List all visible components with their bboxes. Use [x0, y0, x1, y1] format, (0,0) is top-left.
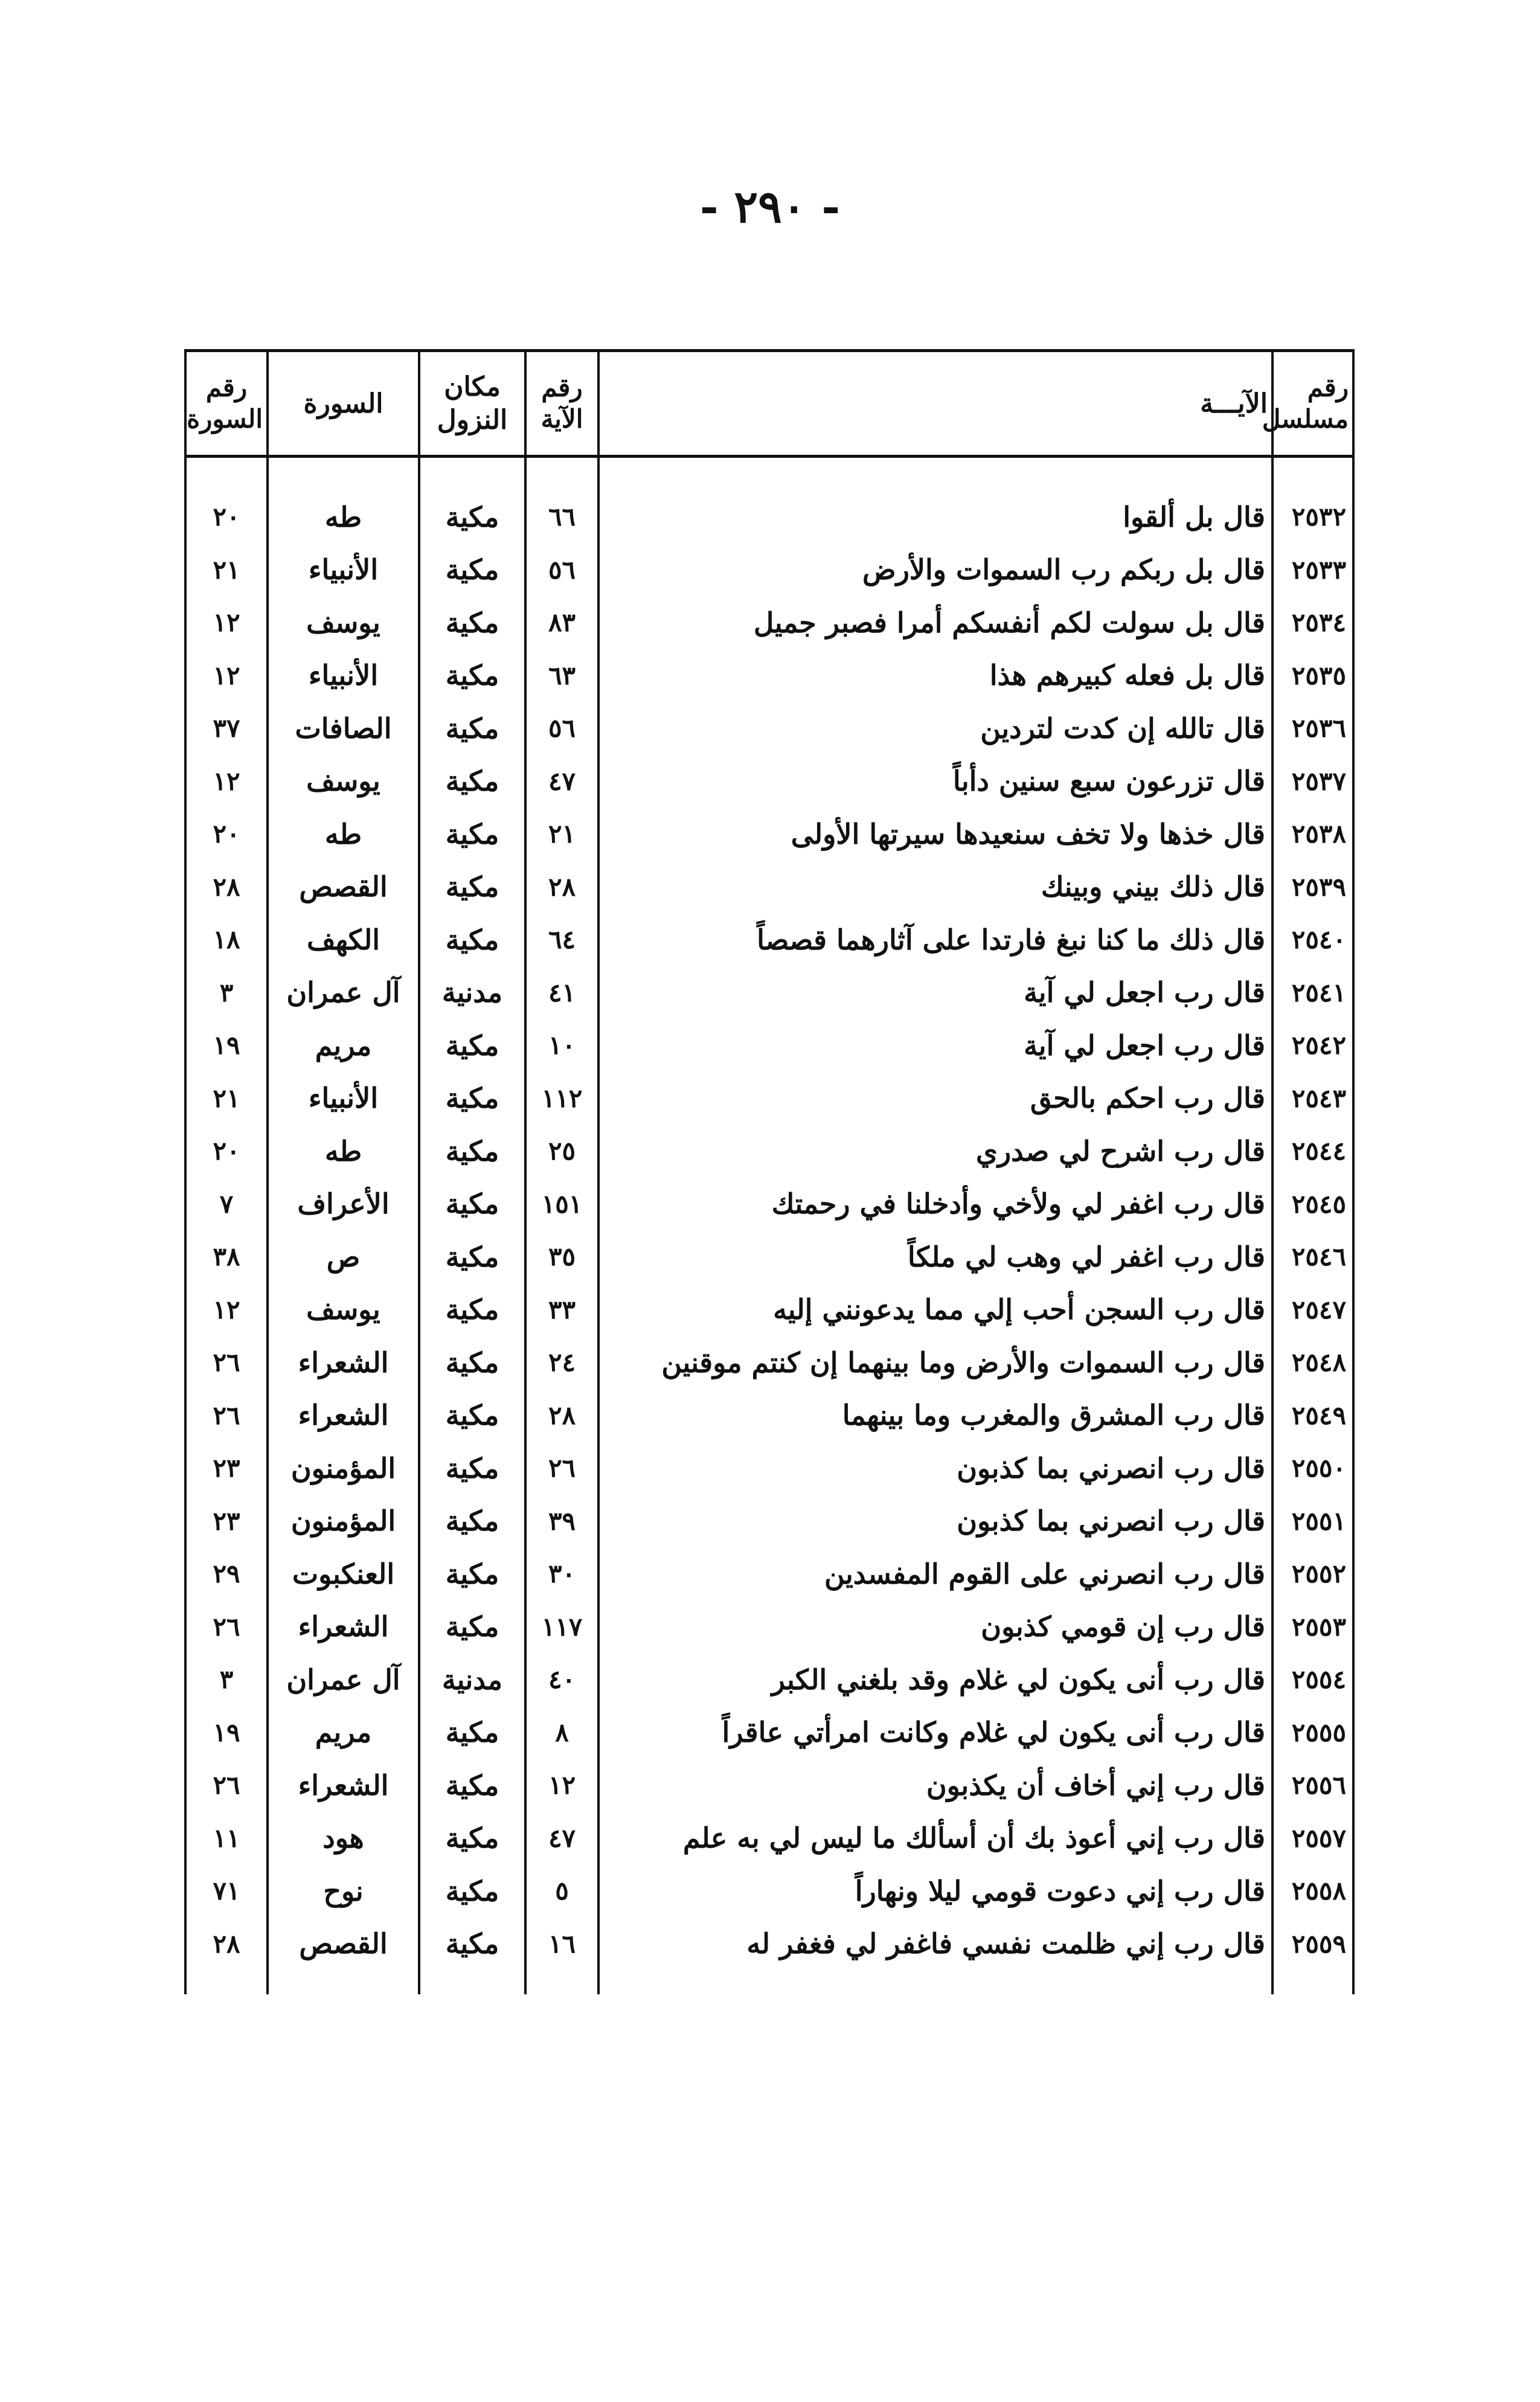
- cell-verse: قال تالله إن كدت لتردين: [598, 702, 1272, 755]
- cell-surah: الشعراء: [268, 1759, 419, 1812]
- cell-surah-number: ٢٠: [185, 808, 268, 861]
- cell-verse: قال رب اشرح لي صدري: [598, 1125, 1272, 1178]
- table-row: [185, 1601, 1353, 1654]
- header-serial: رقم مسلسل: [1272, 351, 1353, 457]
- cell-revelation-place: مكية: [419, 1918, 525, 1971]
- cell-revelation-place: مكية: [419, 1072, 525, 1125]
- cell-surah-number: ٧: [185, 1178, 268, 1231]
- table-row: [185, 808, 1353, 861]
- cell-surah-number: ٣٧: [185, 702, 268, 755]
- cell-surah: الشعراء: [268, 1389, 419, 1442]
- table-header: [185, 351, 1353, 491]
- cell-ayah-number: ٥٦: [525, 702, 598, 755]
- cell-verse: قال رب إني ظلمت نفسي فاغفر لي فغفر له: [598, 1918, 1272, 1971]
- cell-revelation-place: مكية: [419, 1336, 525, 1389]
- cell-surah: المؤمنون: [268, 1442, 419, 1495]
- cell-ayah-number: ١١٢: [525, 1072, 598, 1125]
- table-row: [185, 913, 1353, 966]
- table-row: [185, 1178, 1353, 1231]
- cell-revelation-place: مكية: [419, 490, 525, 544]
- cell-serial: ٢٥٤١: [1272, 966, 1353, 1020]
- cell-serial: ٢٥٤٠: [1272, 913, 1353, 966]
- cell-surah-number: ١٢: [185, 755, 268, 808]
- verse-index-table: [184, 349, 1355, 1994]
- cell-ayah-number: ٤٧: [525, 755, 598, 808]
- cell-surah-number: ٣: [185, 1653, 268, 1706]
- cell-ayah-number: ٣٩: [525, 1495, 598, 1548]
- header-ayah-number: رقم الآية: [525, 351, 598, 457]
- cell-surah: يوسف: [268, 755, 419, 808]
- table-row: [185, 1125, 1353, 1178]
- cell-serial: ٢٥٥٨: [1272, 1864, 1353, 1918]
- cell-serial: ٢٥٤٤: [1272, 1125, 1353, 1178]
- cell-revelation-place: مكية: [419, 1601, 525, 1654]
- cell-serial: ٢٥٥٢: [1272, 1547, 1353, 1601]
- table-row: [185, 1072, 1353, 1125]
- cell-serial: ٢٥٤٦: [1272, 1230, 1353, 1283]
- cell-serial: ٢٥٣٨: [1272, 808, 1353, 861]
- cell-surah-number: ٢٦: [185, 1389, 268, 1442]
- cell-serial: ٢٥٥٣: [1272, 1601, 1353, 1654]
- cell-verse: قال بل فعله كبيرهم هذا: [598, 649, 1272, 702]
- cell-revelation-place: مكية: [419, 1442, 525, 1495]
- cell-serial: ٢٥٣٢: [1272, 490, 1353, 544]
- cell-surah: المؤمنون: [268, 1495, 419, 1548]
- cell-ayah-number: ٢٥: [525, 1125, 598, 1178]
- table-row: [185, 1442, 1353, 1495]
- cell-ayah-number: ٤٧: [525, 1812, 598, 1865]
- header-revelation-place: مكان النزول: [419, 351, 525, 457]
- cell-surah-number: ١٩: [185, 1019, 268, 1072]
- cell-revelation-place: مكية: [419, 1706, 525, 1759]
- table-row: [185, 490, 1353, 544]
- cell-surah: هود: [268, 1812, 419, 1865]
- cell-ayah-number: ٣٣: [525, 1283, 598, 1337]
- cell-surah-number: ٢٠: [185, 490, 268, 544]
- cell-revelation-place: مكية: [419, 913, 525, 966]
- cell-serial: ٢٥٥٦: [1272, 1759, 1353, 1812]
- cell-revelation-place: مكية: [419, 596, 525, 649]
- table-row: [185, 755, 1353, 808]
- cell-revelation-place: مكية: [419, 1230, 525, 1283]
- cell-serial: ٢٥٣٦: [1272, 702, 1353, 755]
- cell-surah-number: ٢٦: [185, 1336, 268, 1389]
- cell-revelation-place: مكية: [419, 1495, 525, 1548]
- verse-index-table-container: [184, 349, 1349, 2010]
- cell-surah-number: ٢٦: [185, 1601, 268, 1654]
- table-row: [185, 596, 1353, 649]
- cell-revelation-place: مكية: [419, 649, 525, 702]
- cell-serial: ٢٥٣٣: [1272, 544, 1353, 597]
- cell-verse: قال تزرعون سبع سنين دأباً: [598, 755, 1272, 808]
- cell-serial: ٢٥٥١: [1272, 1495, 1353, 1548]
- cell-surah: الشعراء: [268, 1336, 419, 1389]
- cell-surah-number: ١٢: [185, 649, 268, 702]
- cell-verse: قال رب إن قومي كذبون: [598, 1601, 1272, 1654]
- table-row: [185, 544, 1353, 597]
- table-body: [185, 490, 1353, 1994]
- table-row: [185, 1230, 1353, 1283]
- table-row: [185, 1653, 1353, 1706]
- cell-surah: مريم: [268, 1019, 419, 1072]
- table-row: [185, 1283, 1353, 1337]
- cell-ayah-number: ١٢: [525, 1759, 598, 1812]
- cell-revelation-place: مدنية: [419, 1653, 525, 1706]
- table-row: [185, 649, 1353, 702]
- cell-surah: ص: [268, 1230, 419, 1283]
- cell-surah: القصص: [268, 1918, 419, 1971]
- table-row: [185, 1495, 1353, 1548]
- cell-surah-number: ١٢: [185, 596, 268, 649]
- cell-serial: ٢٥٤٥: [1272, 1178, 1353, 1231]
- cell-verse: قال رب المشرق والمغرب وما بينهما: [598, 1389, 1272, 1442]
- table-row: [185, 1759, 1353, 1812]
- cell-surah-number: ٢٦: [185, 1759, 268, 1812]
- cell-serial: ٢٥٣٩: [1272, 861, 1353, 914]
- cell-ayah-number: ٤٠: [525, 1653, 598, 1706]
- cell-surah-number: ١٨: [185, 913, 268, 966]
- cell-surah: يوسف: [268, 596, 419, 649]
- cell-ayah-number: ٢٤: [525, 1336, 598, 1389]
- cell-verse: قال رب أنى يكون لي غلام وقد بلغني الكبر: [598, 1653, 1272, 1706]
- cell-verse: قال بل ربكم رب السموات والأرض: [598, 544, 1272, 597]
- cell-serial: ٢٥٥٥: [1272, 1706, 1353, 1759]
- cell-serial: ٢٥٤٩: [1272, 1389, 1353, 1442]
- cell-revelation-place: مكية: [419, 544, 525, 597]
- cell-surah: الأنبياء: [268, 1072, 419, 1125]
- table-row: [185, 1336, 1353, 1389]
- cell-revelation-place: مكية: [419, 702, 525, 755]
- cell-verse: قال رب إني أعوذ بك أن أسألك ما ليس لي به علم: [598, 1812, 1272, 1865]
- cell-ayah-number: ٨: [525, 1706, 598, 1759]
- cell-ayah-number: ١٠: [525, 1019, 598, 1072]
- cell-surah-number: ١١: [185, 1812, 268, 1865]
- table-row: [185, 1547, 1353, 1601]
- cell-surah: آل عمران: [268, 966, 419, 1020]
- cell-revelation-place: مكية: [419, 861, 525, 914]
- cell-surah-number: ٢٣: [185, 1495, 268, 1548]
- cell-verse: قال رب اجعل لي آية: [598, 1019, 1272, 1072]
- cell-surah: الصافات: [268, 702, 419, 755]
- table-row: [185, 966, 1353, 1020]
- cell-serial: ٢٥٣٥: [1272, 649, 1353, 702]
- cell-surah: طه: [268, 808, 419, 861]
- cell-ayah-number: ١٦: [525, 1918, 598, 1971]
- cell-surah-number: ٣٨: [185, 1230, 268, 1283]
- cell-surah-number: ٣: [185, 966, 268, 1020]
- cell-ayah-number: ٦٦: [525, 490, 598, 544]
- cell-surah: الأنبياء: [268, 649, 419, 702]
- cell-ayah-number: ٢٨: [525, 1389, 598, 1442]
- cell-serial: ٢٥٤٢: [1272, 1019, 1353, 1072]
- cell-surah-number: ٢٣: [185, 1442, 268, 1495]
- cell-verse: قال رب إني دعوت قومي ليلا ونهاراً: [598, 1864, 1272, 1918]
- cell-revelation-place: مكية: [419, 755, 525, 808]
- cell-serial: ٢٥٤٨: [1272, 1336, 1353, 1389]
- table-row: [185, 1706, 1353, 1759]
- cell-verse: قال ذلك بيني وبينك: [598, 861, 1272, 914]
- cell-verse: قال بل ألقوا: [598, 490, 1272, 544]
- cell-verse: قال رب اغفر لي وهب لي ملكاً: [598, 1230, 1272, 1283]
- cell-verse: قال رب اجعل لي آية: [598, 966, 1272, 1020]
- cell-serial: ٢٥٥٠: [1272, 1442, 1353, 1495]
- cell-verse: قال رب انصرني بما كذبون: [598, 1495, 1272, 1548]
- cell-revelation-place: مكية: [419, 1812, 525, 1865]
- cell-verse: قال رب احكم بالحق: [598, 1072, 1272, 1125]
- cell-verse: قال رب السجن أحب إلي مما يدعونني إليه: [598, 1283, 1272, 1337]
- cell-ayah-number: ٢١: [525, 808, 598, 861]
- cell-surah-number: ٢٨: [185, 861, 268, 914]
- cell-verse: قال رب انصرني على القوم المفسدين: [598, 1547, 1272, 1601]
- cell-verse: قال رب إني أخاف أن يكذبون: [598, 1759, 1272, 1812]
- table-row: [185, 1864, 1353, 1918]
- cell-ayah-number: ٣٠: [525, 1547, 598, 1601]
- cell-ayah-number: ١١٧: [525, 1601, 598, 1654]
- cell-verse: قال رب اغفر لي ولأخي وأدخلنا في رحمتك: [598, 1178, 1272, 1231]
- cell-ayah-number: ١٥١: [525, 1178, 598, 1231]
- table-row: [185, 1389, 1353, 1442]
- cell-ayah-number: ٤١: [525, 966, 598, 1020]
- cell-surah: طه: [268, 490, 419, 544]
- cell-surah: نوح: [268, 1864, 419, 1918]
- cell-verse: قال رب انصرني بما كذبون: [598, 1442, 1272, 1495]
- table-row: [185, 861, 1353, 914]
- cell-surah-number: ٧١: [185, 1864, 268, 1918]
- cell-ayah-number: ٢٨: [525, 861, 598, 914]
- cell-revelation-place: مكية: [419, 1178, 525, 1231]
- cell-serial: ٢٥٥٤: [1272, 1653, 1353, 1706]
- cell-surah-number: ٢٨: [185, 1918, 268, 1971]
- header-verse: الآيـــة: [598, 351, 1272, 457]
- table-row: [185, 1019, 1353, 1072]
- cell-revelation-place: مكية: [419, 1864, 525, 1918]
- cell-serial: ٢٥٤٣: [1272, 1072, 1353, 1125]
- cell-verse: قال ذلك ما كنا نبغ فارتدا على آثارهما قصصاً: [598, 913, 1272, 966]
- cell-verse: قال خذها ولا تخف سنعيدها سيرتها الأولى: [598, 808, 1272, 861]
- cell-revelation-place: مكية: [419, 1125, 525, 1178]
- cell-revelation-place: مكية: [419, 808, 525, 861]
- cell-serial: ٢٥٥٩: [1272, 1918, 1353, 1971]
- cell-surah: القصص: [268, 861, 419, 914]
- page-number: - ٢٩٠ -: [699, 181, 841, 233]
- cell-surah-number: ١٢: [185, 1283, 268, 1337]
- cell-ayah-number: ٥: [525, 1864, 598, 1918]
- cell-ayah-number: ٥٦: [525, 544, 598, 597]
- cell-serial: ٢٥٤٧: [1272, 1283, 1353, 1337]
- cell-revelation-place: مكية: [419, 1389, 525, 1442]
- cell-surah-number: ١٩: [185, 1706, 268, 1759]
- cell-surah-number: ٢٩: [185, 1547, 268, 1601]
- cell-surah-number: ٢١: [185, 1072, 268, 1125]
- cell-revelation-place: مكية: [419, 1547, 525, 1601]
- cell-revelation-place: مكية: [419, 1759, 525, 1812]
- cell-surah-number: ٢٠: [185, 1125, 268, 1178]
- table-row: [185, 1812, 1353, 1865]
- cell-ayah-number: ٣٥: [525, 1230, 598, 1283]
- table-bottom-spacer: [185, 1970, 1353, 1994]
- cell-ayah-number: ٨٣: [525, 596, 598, 649]
- cell-surah: طه: [268, 1125, 419, 1178]
- header-surah: السورة: [268, 351, 419, 457]
- cell-serial: ٢٥٣٧: [1272, 755, 1353, 808]
- cell-surah: العنكبوت: [268, 1547, 419, 1601]
- cell-surah: مريم: [268, 1706, 419, 1759]
- header-spacer: [185, 457, 1353, 491]
- cell-revelation-place: مكية: [419, 1019, 525, 1072]
- cell-surah-number: ٢١: [185, 544, 268, 597]
- cell-revelation-place: مدنية: [419, 966, 525, 1020]
- cell-serial: ٢٥٥٧: [1272, 1812, 1353, 1865]
- table-row: [185, 1918, 1353, 1971]
- cell-revelation-place: مكية: [419, 1283, 525, 1337]
- cell-surah: آل عمران: [268, 1653, 419, 1706]
- cell-ayah-number: ٢٦: [525, 1442, 598, 1495]
- cell-surah: الأعراف: [268, 1178, 419, 1231]
- cell-surah: الشعراء: [268, 1601, 419, 1654]
- cell-ayah-number: ٦٣: [525, 649, 598, 702]
- header-surah-number: رقم السورة: [185, 351, 268, 457]
- cell-ayah-number: ٦٤: [525, 913, 598, 966]
- cell-surah: الكهف: [268, 913, 419, 966]
- cell-surah: الأنبياء: [268, 544, 419, 597]
- table-row: [185, 702, 1353, 755]
- cell-serial: ٢٥٣٤: [1272, 596, 1353, 649]
- cell-verse: قال رب السموات والأرض وما بينهما إن كنتم موقنين: [598, 1336, 1272, 1389]
- cell-surah: يوسف: [268, 1283, 419, 1337]
- cell-verse: قال رب أنى يكون لي غلام وكانت امرأتي عاقراً: [598, 1706, 1272, 1759]
- cell-verse: قال بل سولت لكم أنفسكم أمرا فصبر جميل: [598, 596, 1272, 649]
